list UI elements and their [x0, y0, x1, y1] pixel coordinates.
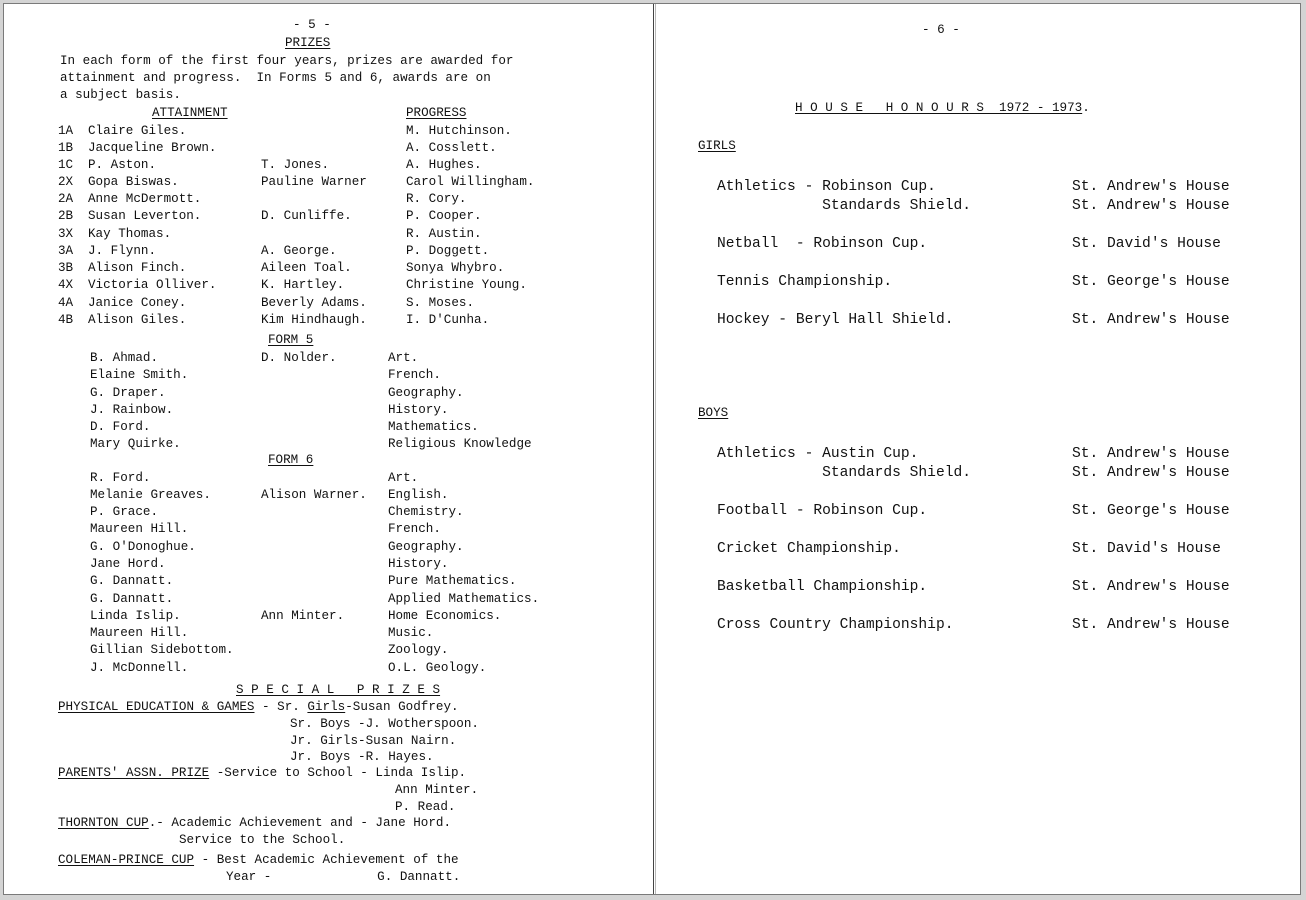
- subject: Zoology.: [388, 643, 449, 657]
- subject: French.: [388, 368, 441, 382]
- attainment-second-name: T. Jones.: [261, 158, 330, 172]
- pe-junior-girls: Jr. Girls-Susan Nairn.: [290, 734, 457, 748]
- subject: Pure Mathematics.: [388, 574, 517, 588]
- subject: History.: [388, 557, 449, 571]
- student-name: Elaine Smith.: [90, 368, 189, 382]
- coleman-prince-line: COLEMAN-PRINCE CUP - Best Academic Achievement of the: [58, 853, 459, 867]
- page-number: - 5 -: [293, 18, 331, 32]
- attainment-name: P. Aston.: [88, 158, 157, 172]
- subject: Music.: [388, 626, 434, 640]
- progress-name: A. Cosslett.: [406, 141, 497, 155]
- event: Tennis Championship.: [717, 274, 893, 290]
- form-code: 1A: [58, 124, 74, 138]
- form-code: 4B: [58, 313, 74, 327]
- form-code: 3A: [58, 244, 74, 258]
- pe-games-line: PHYSICAL EDUCATION & GAMES - Sr. Girls-Susan Godfrey.: [58, 700, 459, 714]
- winning-house: St. George's House: [1072, 503, 1230, 519]
- boys-heading: BOYS: [698, 406, 729, 420]
- form-code: 4X: [58, 278, 74, 292]
- event: Cross Country Championship.: [717, 617, 954, 633]
- intro-line: attainment and progress. In Forms 5 and 6, awards are on: [60, 71, 491, 85]
- student-name: Melanie Greaves.: [90, 488, 211, 502]
- student-name: P. Grace.: [90, 505, 159, 519]
- attainment-second-name: D. Cunliffe.: [261, 209, 352, 223]
- subject: Home Economics.: [388, 609, 502, 623]
- winning-house: St. Andrew's House: [1072, 465, 1230, 481]
- student-name: G. Dannatt.: [90, 592, 174, 606]
- student-name: Jane Hord.: [90, 557, 166, 571]
- coleman-prince-label: COLEMAN-PRINCE CUP: [58, 853, 195, 867]
- form-code: 1C: [58, 158, 74, 172]
- attainment-name: J. Flynn.: [88, 244, 157, 258]
- progress-heading: PROGRESS: [406, 106, 467, 120]
- progress-name: M. Hutchinson.: [406, 124, 512, 138]
- student-name: G. Dannatt.: [90, 574, 174, 588]
- attainment-name: Alison Giles.: [88, 313, 187, 327]
- attainment-name: Jacqueline Brown.: [88, 141, 217, 155]
- special-prizes-heading: S P E C I A L P R I Z E S: [236, 683, 441, 697]
- progress-name: R. Austin.: [406, 227, 482, 241]
- winning-house: St. George's House: [1072, 274, 1230, 290]
- form-code: 3B: [58, 261, 74, 275]
- student-name: G. O'Donoghue.: [90, 540, 196, 554]
- progress-name: P. Cooper.: [406, 209, 482, 223]
- winning-house: St. Andrew's House: [1072, 179, 1230, 195]
- student-name: Gillian Sidebottom.: [90, 643, 234, 657]
- pe-senior-boys: Sr. Boys -J. Wotherspoon.: [290, 717, 479, 731]
- event: Hockey - Beryl Hall Shield.: [717, 312, 954, 328]
- document-viewer: [3, 3, 1301, 895]
- attainment-name: Alison Finch.: [88, 261, 187, 275]
- event: Cricket Championship.: [717, 541, 901, 557]
- progress-name: Carol Willingham.: [406, 175, 535, 189]
- winning-house: St. Andrew's House: [1072, 579, 1230, 595]
- parents-prize-winner: Ann Minter.: [395, 783, 479, 797]
- attainment-second-name: K. Hartley.: [261, 278, 345, 292]
- progress-name: Christine Young.: [406, 278, 527, 292]
- subject: History.: [388, 403, 449, 417]
- subject: Religious Knowledge: [388, 437, 532, 451]
- progress-name: A. Hughes.: [406, 158, 482, 172]
- student-name: Maureen Hill.: [90, 626, 189, 640]
- attainment-second-name: Aileen Toal.: [261, 261, 352, 275]
- student-name: R. Ford.: [90, 471, 151, 485]
- winning-house: St. David's House: [1072, 236, 1221, 252]
- student-name: D. Ford.: [90, 420, 151, 434]
- subject: Art.: [388, 471, 419, 485]
- event: Standards Shield.: [717, 198, 971, 214]
- parents-prize-winner: P. Read.: [395, 800, 456, 814]
- attainment-name: Janice Coney.: [88, 296, 187, 310]
- winning-house: St. David's House: [1072, 541, 1221, 557]
- thornton-cup-detail: Service to the School.: [179, 833, 346, 847]
- house-honours-title: H O U S E H O N O U R S 1972 - 1973.: [795, 101, 1090, 115]
- winning-house: St. Andrew's House: [1072, 312, 1230, 328]
- subject: French.: [388, 522, 441, 536]
- event: Netball - Robinson Cup.: [717, 236, 928, 252]
- page-divider: [653, 4, 656, 894]
- form-code: 4A: [58, 296, 74, 310]
- student-name: Mary Quirke.: [90, 437, 181, 451]
- form-code: 2X: [58, 175, 74, 189]
- progress-name: I. D'Cunha.: [406, 313, 490, 327]
- parents-prize-line: PARENTS' ASSN. PRIZE -Service to School - Linda Islip.: [58, 766, 467, 780]
- student-name: Maureen Hill.: [90, 522, 189, 536]
- form-5-heading: FORM 5: [268, 333, 314, 347]
- subject: Geography.: [388, 386, 464, 400]
- student-second-name: D. Nolder.: [261, 351, 337, 365]
- subject: Applied Mathematics.: [388, 592, 540, 606]
- event: Basketball Championship.: [717, 579, 928, 595]
- attainment-name: Anne McDermott.: [88, 192, 202, 206]
- event: Standards Shield.: [717, 465, 971, 481]
- progress-name: P. Doggett.: [406, 244, 490, 258]
- form-code: 3X: [58, 227, 74, 241]
- attainment-second-name: Pauline Warner: [261, 175, 367, 189]
- girls-heading: GIRLS: [698, 139, 736, 153]
- event: Football - Robinson Cup.: [717, 503, 928, 519]
- attainment-name: Claire Giles.: [88, 124, 187, 138]
- progress-name: S. Moses.: [406, 296, 475, 310]
- pe-games-label: PHYSICAL EDUCATION & GAMES: [58, 700, 255, 714]
- prizes-heading: PRIZES: [285, 36, 331, 50]
- attainment-second-name: Kim Hindhaugh.: [261, 313, 367, 327]
- student-name: J. McDonnell.: [90, 661, 189, 675]
- student-name: B. Ahmad.: [90, 351, 159, 365]
- attainment-name: Victoria Olliver.: [88, 278, 217, 292]
- form-code: 2A: [58, 192, 74, 206]
- attainment-name: Susan Leverton.: [88, 209, 202, 223]
- student-second-name: Ann Minter.: [261, 609, 345, 623]
- winning-house: St. Andrew's House: [1072, 198, 1230, 214]
- attainment-name: Gopa Biswas.: [88, 175, 179, 189]
- attainment-name: Kay Thomas.: [88, 227, 172, 241]
- subject: Mathematics.: [388, 420, 479, 434]
- student-second-name: Alison Warner.: [261, 488, 367, 502]
- parents-prize-label: PARENTS' ASSN. PRIZE: [58, 766, 210, 780]
- subject: Chemistry.: [388, 505, 464, 519]
- pe-junior-boys: Jr. Boys -R. Hayes.: [290, 750, 434, 764]
- attainment-second-name: A. George.: [261, 244, 337, 258]
- attainment-heading: ATTAINMENT: [152, 106, 228, 120]
- event: Athletics - Austin Cup.: [717, 446, 919, 462]
- progress-name: R. Cory.: [406, 192, 467, 206]
- student-name: J. Rainbow.: [90, 403, 174, 417]
- subject: Art.: [388, 351, 419, 365]
- intro-line: a subject basis.: [60, 88, 181, 102]
- intro-line: In each form of the first four years, prizes are awarded for: [60, 54, 514, 68]
- thornton-cup-label: THORNTON CUP: [58, 816, 149, 830]
- student-name: Linda Islip.: [90, 609, 181, 623]
- form-code: 2B: [58, 209, 74, 223]
- form-code: 1B: [58, 141, 74, 155]
- form-6-heading: FORM 6: [268, 453, 314, 467]
- student-name: G. Draper.: [90, 386, 166, 400]
- thornton-cup-line: THORNTON CUP.- Academic Achievement and - Jane Hord.: [58, 816, 452, 830]
- attainment-second-name: Beverly Adams.: [261, 296, 367, 310]
- subject: Geography.: [388, 540, 464, 554]
- page-number: - 6 -: [922, 23, 960, 37]
- winning-house: St. Andrew's House: [1072, 446, 1230, 462]
- girls-label: Girls: [307, 700, 346, 714]
- subject: O.L. Geology.: [388, 661, 487, 675]
- subject: English.: [388, 488, 449, 502]
- coleman-prince-detail: Year - G. Dannatt.: [226, 870, 461, 884]
- winning-house: St. Andrew's House: [1072, 617, 1230, 633]
- progress-name: Sonya Whybro.: [406, 261, 505, 275]
- event: Athletics - Robinson Cup.: [717, 179, 936, 195]
